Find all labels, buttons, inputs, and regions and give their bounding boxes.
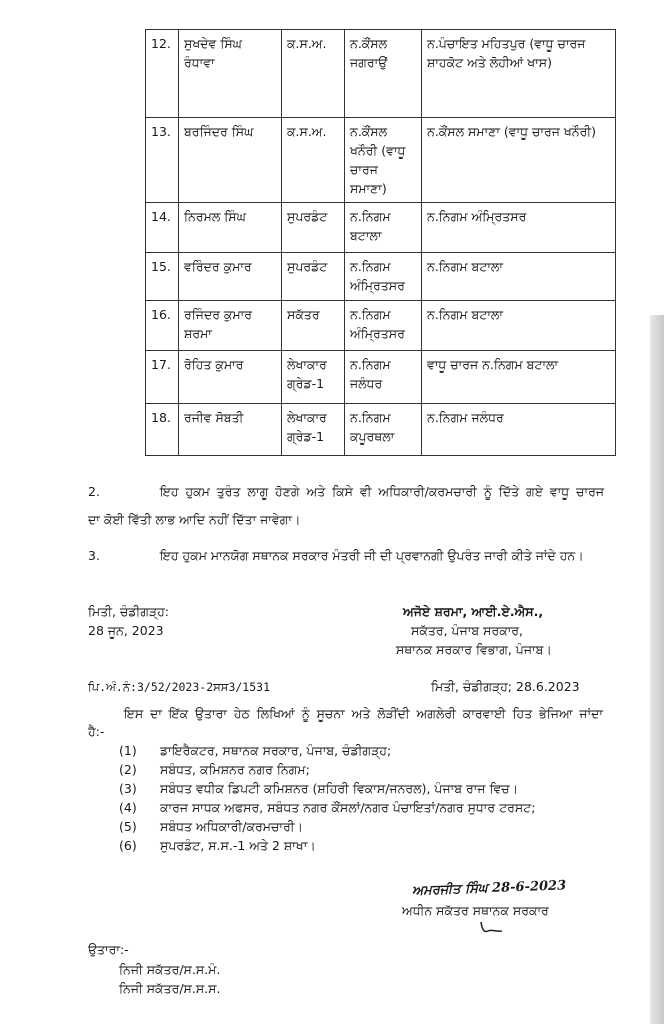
endorsement-intro-line2: ਹੈ:-	[88, 724, 105, 739]
to-station-cell: ਨ.ਨਿਗਮ ਅੰਮ੍ਰਿਤਸਰ	[422, 203, 616, 253]
to-station-cell: ਨ.ਨਿਗਮ ਬਟਾਲਾ	[422, 301, 616, 351]
endorsement-intro-line1: ਇਸ ਦਾ ਇੱਕ ਉਤਾਰਾ ਹੇਠ ਲਿਖਿਆਂ ਨੂੰ ਸੂਚਨਾ ਅਤੇ ਲੋੜੀਂਦੀ ਅਗਲੇਰੀ ਕਾਰਵਾਈ ਹਿਤ ਭੇਜਿਆ ਜਾਂਦਾ	[124, 706, 603, 721]
list-item-number: (3)	[119, 781, 137, 796]
post-cell: ਸੁਪਰਡੰਟ	[282, 253, 345, 301]
from-station-cell: ਨ.ਕੌਂਸਲ ਜਗਰਾਉਂ	[345, 30, 422, 118]
to-station-cell: ਨ.ਨਿਗਮ ਜਲੰਧਰ	[422, 404, 616, 456]
signature-flourish-icon	[478, 919, 504, 935]
to-station-cell: ਨ.ਪੰਚਾਇਤ ਮਹਿਤਪੁਰ (ਵਾਧੂ ਚਾਰਜ ਸ਼ਾਹਕੋਟ ਅਤੇ ਲੋਹੀਆਂ ਖਾਸ)	[422, 30, 616, 118]
list-item: ਸਬੰਧਤ, ਕਮਿਸ਼ਨਰ ਨਗਰ ਨਿਗਮ;	[160, 762, 310, 777]
from-station-cell: ਨ.ਨਿਗਮ ਜਲੰਧਰ	[345, 351, 422, 404]
list-item: ਡਾਇਰੈਕਟਰ, ਸਥਾਨਕ ਸਰਕਾਰ, ਪੰਜਾਬ, ਚੰਡੀਗੜ੍ਹ;	[160, 743, 392, 758]
signatory-department: ਸਥਾਨਕ ਸਰਕਾਰ ਵਿਭਾਗ, ਪੰਜਾਬ।	[396, 642, 552, 657]
name-cell: ਰੋਹਿਤ ਕੁਮਾਰ	[179, 351, 282, 404]
to-station-cell: ਨ.ਨਿਗਮ ਬਟਾਲਾ	[422, 253, 616, 301]
serial-cell: 17.	[146, 351, 179, 404]
issue-date-label: ਮਿਤੀ, ਚੰਡੀਗੜ੍ਹ:	[88, 604, 170, 619]
serial-cell: 16.	[146, 301, 179, 351]
name-cell: ਰਜੀਵ ਸੋਬਤੀ	[179, 404, 282, 456]
para3-number: 3.	[88, 548, 100, 563]
table-row	[146, 351, 616, 404]
endorsement-date: ਮਿਤੀ, ਚੰਡੀਗੜ੍ਹ; 28.6.2023	[431, 679, 580, 694]
table-row	[146, 118, 616, 203]
post-cell: ਲੇਖਾਕਾਰ ਗ੍ਰੇਡ-1	[282, 404, 345, 456]
from-station-cell: ਨ.ਨਿਗਮ ਬਟਾਲਾ	[345, 203, 422, 253]
list-item-number: (6)	[119, 838, 137, 853]
serial-cell: 18.	[146, 404, 179, 456]
from-station-cell: ਨ.ਨਿਗਮ ਅੰਮ੍ਰਿਤਸਰ	[345, 253, 422, 301]
post-cell: ਲੇਖਾਕਾਰ ਗ੍ਰੇਡ-1	[282, 351, 345, 404]
from-station-cell: ਨ.ਨਿਗਮ ਅੰਮ੍ਰਿਤਸਰ	[345, 301, 422, 351]
to-station-cell: ਵਾਧੂ ਚਾਰਜ ਨ.ਨਿਗਮ ਬਟਾਲਾ	[422, 351, 616, 404]
post-cell: ਸੁਪਰਡੰਟ	[282, 203, 345, 253]
name-cell: ਰਜਿੰਦਰ ਕੁਮਾਰ ਸ਼ਰਮਾ	[179, 301, 282, 351]
serial-cell: 14.	[146, 203, 179, 253]
list-item-number: (4)	[119, 800, 137, 815]
para2-line2: ਦਾ ਕੋਈ ਵਿੱਤੀ ਲਾਭ ਆਦਿ ਨਹੀਂ ਦਿੱਤਾ ਜਾਵੇਗਾ।	[88, 512, 301, 527]
from-station-cell: ਨ.ਨਿਗਮ ਕਪੂਰਥਲਾ	[345, 404, 422, 456]
list-item: ਕਾਰਜ ਸਾਧਕ ਅਫਸਰ, ਸਬੰਧਤ ਨਗਰ ਕੌਂਸਲਾਂ/ਨਗਰ ਪੰਚਾਇਤਾਂ/ਨਗਰ ਸੁਧਾਰ ਟਰਸਟ;	[160, 800, 536, 815]
from-station-cell: ਨ.ਕੌਂਸਲ ਖਨੌਰੀ (ਵਾਧੂ ਚਾਰਜ ਸਮਾਣਾ)	[345, 118, 422, 203]
list-item-number: (5)	[119, 819, 137, 834]
under-secretary-title: ਅਧੀਨ ਸਕੱਤਰ ਸਥਾਨਕ ਸਰਕਾਰ	[402, 903, 549, 918]
post-cell: ਕ.ਸ.ਅ.	[282, 30, 345, 118]
transfer-table	[145, 29, 616, 456]
name-cell: ਬਰਜਿੰਦਰ ਸਿੰਘ	[179, 118, 282, 203]
serial-cell: 13.	[146, 118, 179, 203]
table-row	[146, 253, 616, 301]
para3-line1: ਇਹ ਹੁਕਮ ਮਾਨਯੋਗ ਸਥਾਨਕ ਸਰਕਾਰ ਮੰਤਰੀ ਜੀ ਦੀ ਪ੍ਰਵਾਨਗੀ ਉਪਰੰਤ ਜਾਰੀ ਕੀਤੇ ਜਾਂਦੇ ਹਨ।	[160, 548, 584, 563]
signatory-title: ਸਕੱਤਰ, ਪੰਜਾਬ ਸਰਕਾਰ,	[411, 623, 524, 638]
issue-date: 28 ਜੂਨ, 2023	[88, 623, 164, 638]
table-row	[146, 30, 616, 118]
name-cell: ਵਰਿੰਦਰ ਕੁਮਾਰ	[179, 253, 282, 301]
signatory-name: ਅਜੋਏ ਸ਼ਰਮਾ, ਆਈ.ਏ.ਐਸ.,	[403, 604, 544, 619]
list-item: ਸੁਪਰਡੰਟ, ਸ.ਸ.-1 ਅਤੇ 2 ਸ਼ਾਖਾ।	[160, 838, 316, 853]
para2-line1: ਇਹ ਹੁਕਮ ਤੁਰੰਤ ਲਾਗੂ ਹੋਣਗੇ ਅਤੇ ਕਿਸੇ ਵੀ ਅਧਿਕਾਰੀ/ਕਰਮਚਾਰੀ ਨੂੰ ਦਿੱਤੇ ਗਏ ਵਾਧੂ ਚਾਰਜ	[160, 484, 604, 499]
copy-recipient: ਨਿਜੀ ਸਕੱਤਰ/ਸ.ਸ.ਮੰ.	[119, 962, 221, 977]
to-station-cell: ਨ.ਕੌਂਸਲ ਸਮਾਣਾ (ਵਾਧੂ ਚਾਰਜ ਖਨੌਰੀ)	[422, 118, 616, 203]
name-cell: ਨਿਰਮਲ ਸਿੰਘ	[179, 203, 282, 253]
para2-number: 2.	[88, 484, 100, 499]
name-cell: ਸੁਖਦੇਵ ਸਿੰਘ ਰੰਧਾਵਾ	[179, 30, 282, 118]
post-cell: ਸਕੱਤਰ	[282, 301, 345, 351]
page-shadow-edge	[650, 315, 664, 1024]
copy-label: ਉਤਾਰਾ:-	[88, 942, 129, 957]
list-item: ਸਬੰਧਤ ਵਧੀਕ ਡਿਪਟੀ ਕਮਿਸ਼ਨਰ (ਸ਼ਹਿਰੀ ਵਿਕਾਸ/ਜਨਰਲ), ਪੰਜਾਬ ਰਾਜ ਵਿਚ।	[160, 781, 519, 796]
list-item-number: (1)	[119, 743, 137, 758]
table-row	[146, 404, 616, 456]
post-cell: ਕ.ਸ.ਅ.	[282, 118, 345, 203]
table-row	[146, 203, 616, 253]
table-row	[146, 301, 616, 351]
endorsement-reference: ਪਿ.ਅੰ.ਨੰ:3/52/2023-2ਸਸ3/1531	[88, 680, 270, 694]
serial-cell: 12.	[146, 30, 179, 118]
copy-recipient: ਨਿਜੀ ਸਕੱਤਰ/ਸ.ਸ.ਸ.	[119, 981, 221, 996]
handwritten-signature: ਅਮਰਜੀਤ ਸਿੰਘ 28-6-2023	[411, 878, 567, 899]
serial-cell: 15.	[146, 253, 179, 301]
list-item: ਸਬੰਧਤ ਅਧਿਕਾਰੀ/ਕਰਮਚਾਰੀ।	[160, 819, 303, 834]
list-item-number: (2)	[119, 762, 137, 777]
